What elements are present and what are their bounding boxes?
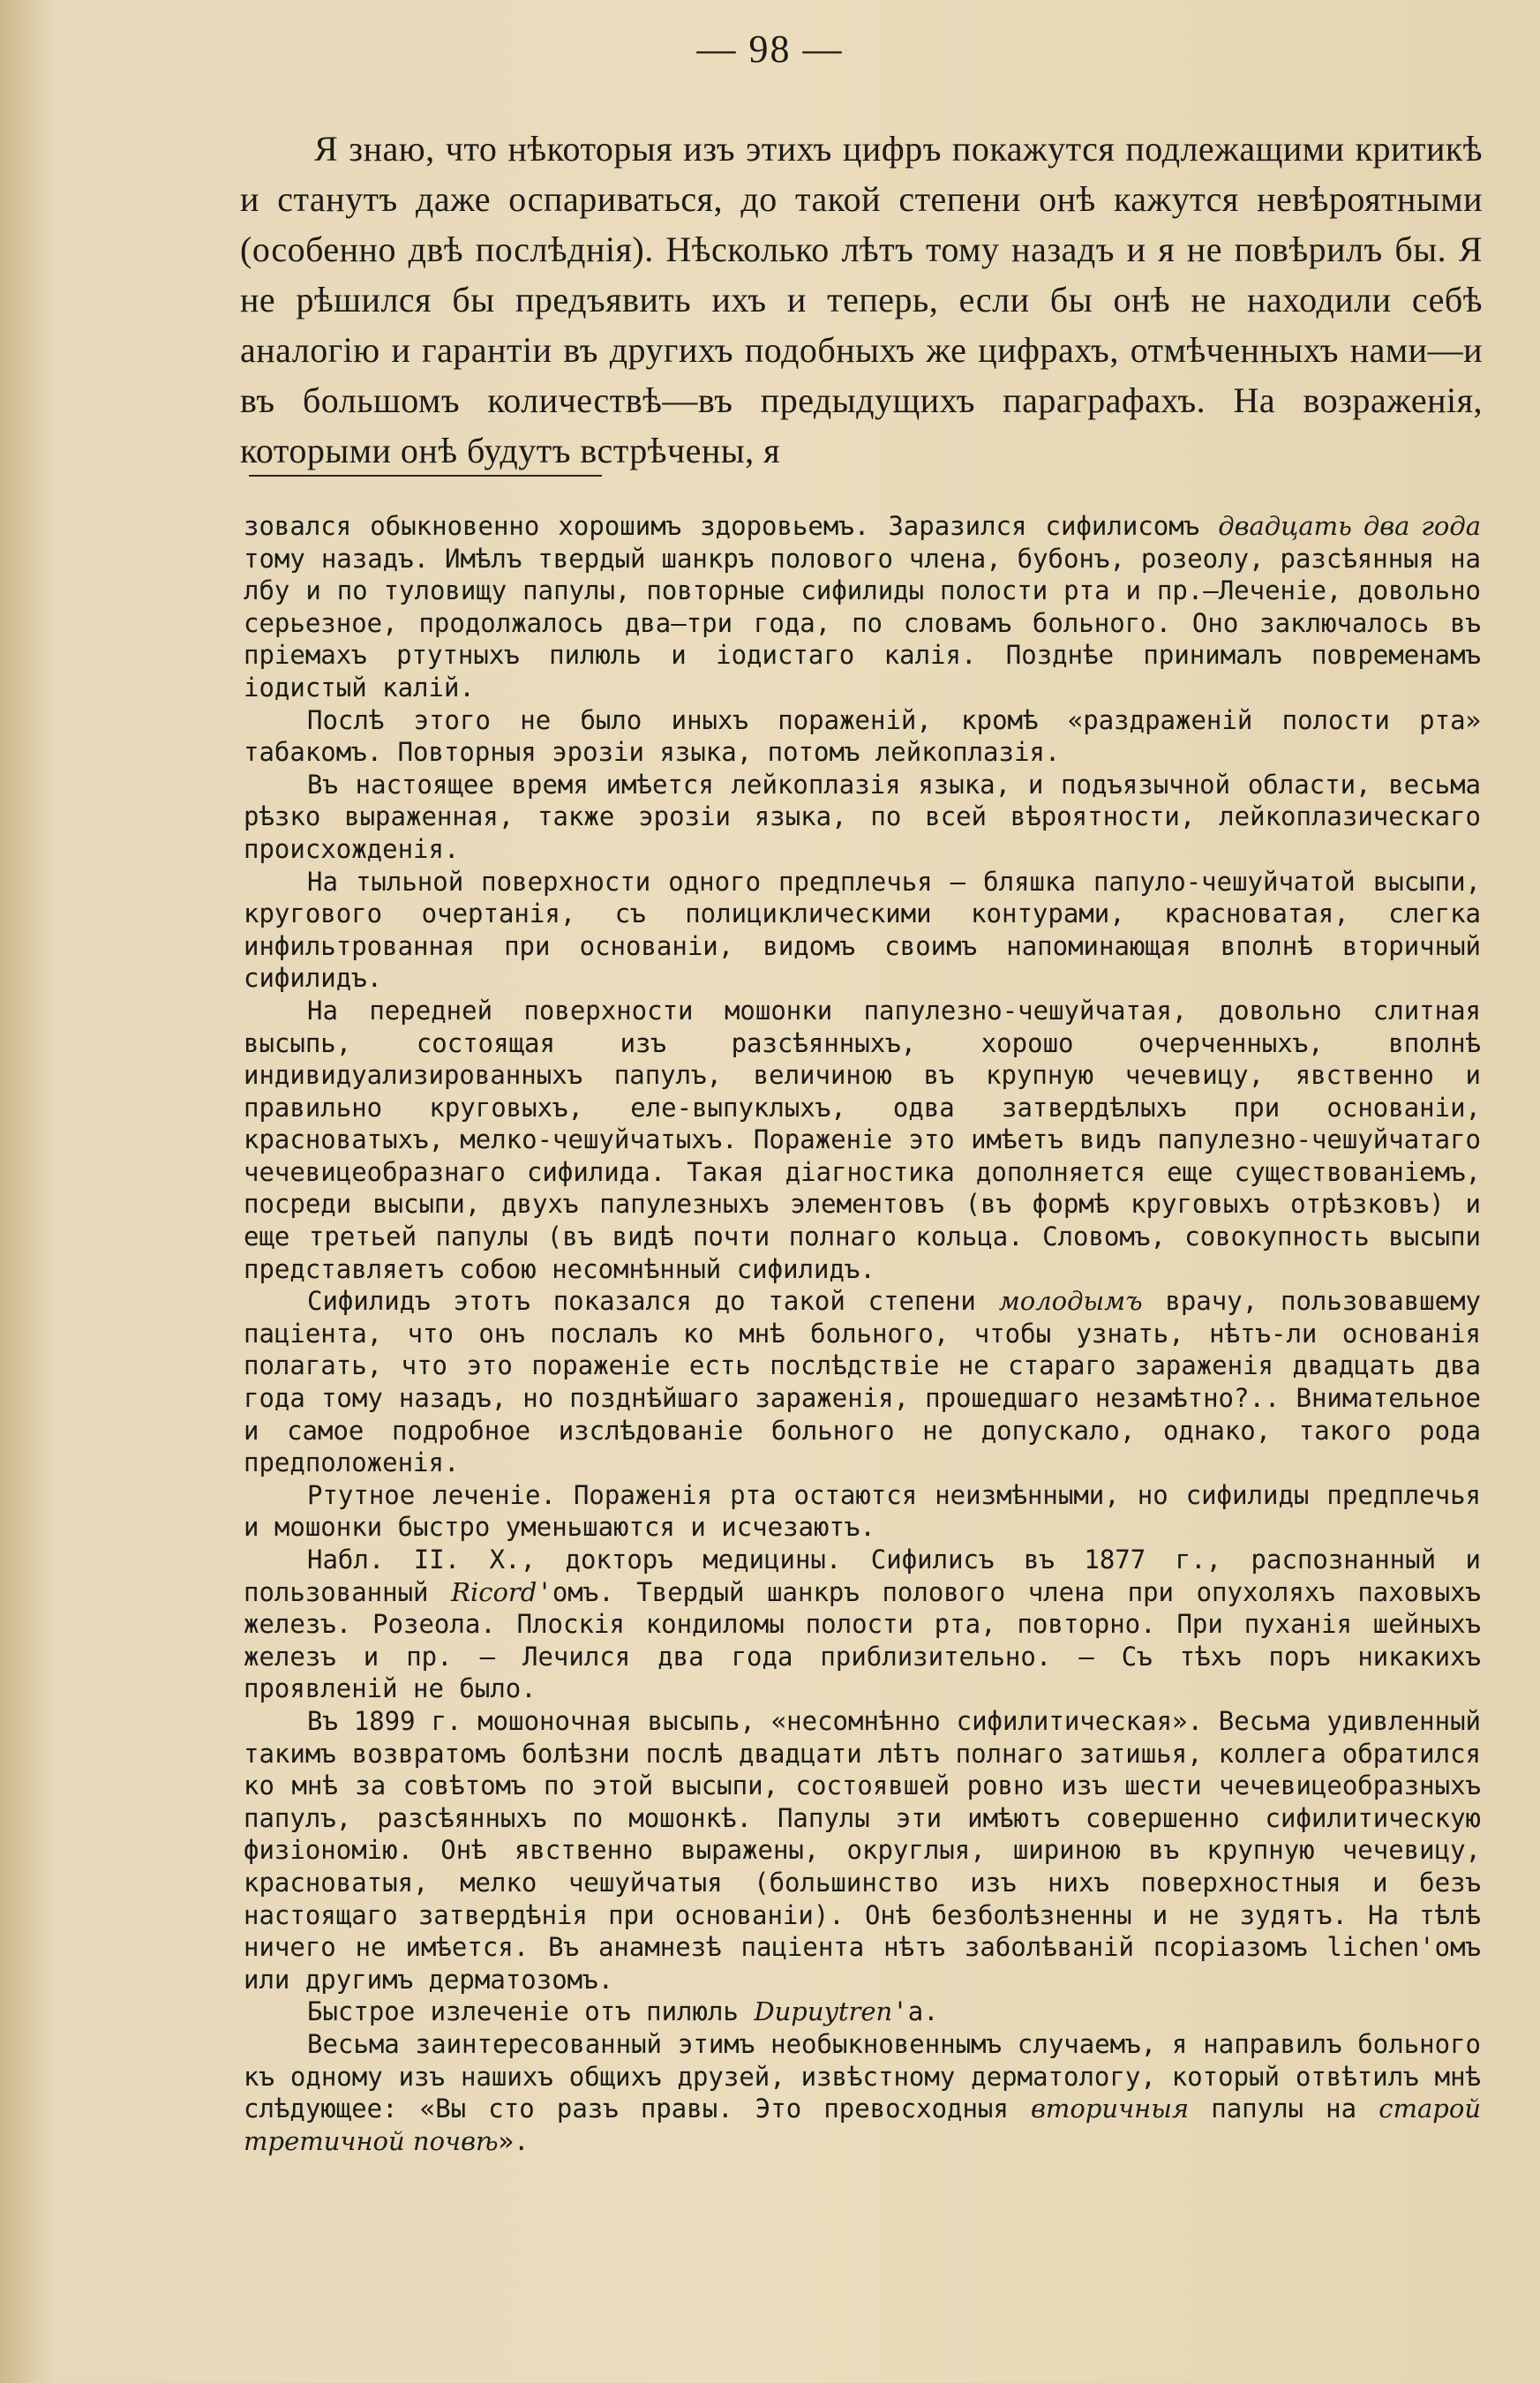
note-paragraph-6	[244, 1285, 1481, 1479]
note-text: ».	[498, 2125, 530, 2156]
note-italic: двадцать два года	[1218, 511, 1481, 541]
note-text: Сифилидъ этотъ показался до такой степени	[307, 1286, 999, 1317]
note-paragraph-8	[244, 1544, 1481, 1705]
note-paragraph-4: На тыльной поверхности одного предплечья — бляшка папуло-чешуйчатой высыпи, кругового очертанія, съ полициклическими контурами, красноватая, слегка инфильтрованная при основаніи, видомъ своимъ напоминающая вполнѣ вторичный сифилидъ.	[244, 866, 1481, 994]
note-paragraph-1	[244, 510, 1481, 704]
note-italic: Dupuytren	[754, 1996, 893, 2027]
note-text: папулы на	[1189, 2094, 1379, 2124]
note-paragraph-7: Ртутное леченіе. Пораженія рта остаются неизмѣнными, но сифилиды предплечья и мошонки быстро уменьшаются и исчезаютъ.	[244, 1479, 1481, 1543]
note-italic: старой третичной почвѣ	[244, 2094, 1481, 2156]
main-paragraph: Я знаю, что нѣкоторыя изъ этихъ цифръ покажутся подлежащими критикѣ и станутъ даже оспариваться, до такой степени онѣ кажутся невѣроятными (особенно двѣ послѣднія). Нѣсколько лѣтъ тому назадъ и я не повѣрилъ бы. Я не рѣшился бы предъявить ихъ и теперь, если бы онѣ не находили себѣ аналогію и гарантіи въ другихъ подобныхъ же цифрахъ, отмѣченныхъ нами—и въ большомъ количествѣ—въ предыдущихъ параграфахъ. На возраженія, которыми онѣ будутъ встрѣчены, я	[240, 129, 1483, 470]
note-text: Весьма заинтересованный этимъ необыкновеннымъ случаемъ, я направилъ больного къ одному изъ нашихъ общихъ друзей, извѣстному дерматологу, который отвѣтилъ мнѣ слѣдующее: «Вы сто разъ правы. Это превосходныя	[244, 2028, 1481, 2124]
note-paragraph-5: На передней поверхности мошонки папулезно-чешуйчатая, довольно слитная высыпь, состоящая изъ разсѣянныхъ, хорошо очерченныхъ, вполнѣ индивидуализированныхъ папулъ, величиною въ крупную чечевицу, явственно и правильно круговыхъ, еле-выпуклыхъ, одва затвердѣлыхъ при основаніи, красноватыхъ, мелко-чешуйчатыхъ. Пораженіе это имѣетъ видъ папулезно-чешуйчатаго чечевицеобразнаго сифилида. Такая діагностика дополняется еще существованіемъ, посреди высыпи, двухъ папулезныхъ элементовъ (въ формѣ круговыхъ отрѣзковъ) и еще третьей папулы (въ видѣ почти полнаго кольца. Словомъ, совокупность высыпи представляетъ собою несомнѣнный сифилидъ.	[244, 995, 1481, 1284]
note-italic: вторичныя	[1031, 2094, 1190, 2124]
note-paragraph-11	[244, 2028, 1481, 2157]
note-paragraph-10	[244, 1996, 1481, 2028]
note-text: Набл. II. X., докторъ медицины. Сифилисъ въ 1877 г., распознанный и пользованный	[244, 1545, 1481, 1607]
note-text: 'а.	[892, 1996, 939, 2027]
note-italic: молодымъ	[998, 1286, 1143, 1317]
note-paragraph-3: Въ настоящее время имѣется лейкоплазія языка, и подъязычной области, весьма рѣзко выраженная, также эрозіи языка, по всей вѣроятности, лейкоплазическаго происхожденія.	[244, 769, 1481, 864]
note-text: Быстрое излеченіе отъ пилюль	[307, 1996, 755, 2027]
note-text: врачу, пользовавшему паціента, что онъ послалъ ко мнѣ больного, чтобы узнать, нѣтъ-ли основанія полагать, что это пораженіе есть послѣдствіе не стараго зараженія двадцать два года тому назадъ, но позднѣйшаго зараженія, прошедшаго незамѣтно?.. Внимательное и самое подробное изслѣдованіе больного не допускало, однако, такого рода предположенія.	[244, 1286, 1481, 1478]
footnote-divider	[249, 475, 602, 477]
note-text: тому назадъ. Имѣлъ твердый шанкръ полового члена, бубонъ, розеолу, разсѣянныя на лбу и по туловищу папулы, повторные сифилиды полости рта и пр.—Леченіе, довольно серьезное, продолжалось два—три года, по словамъ больного. Оно заключалось въ пріемахъ ртутныхъ пилюль и іодистаго калія. Позднѣе принималъ повременамъ іодистый калій.	[244, 543, 1481, 703]
main-text	[240, 124, 1483, 476]
note-text: зовался обыкновенно хорошимъ здоровьемъ. Заразился сифилисомъ	[244, 511, 1219, 541]
note-paragraph-9: Въ 1899 г. мошоночная высыпь, «несомнѣнно сифилитическая». Весьма удивленный такимъ возвратомъ болѣзни послѣ двадцати лѣтъ полнаго затишья, коллега обратился ко мнѣ за совѣтомъ по этой высыпи, состоявшей ровно изъ шести чечевицеобразныхъ папулъ, разсѣянныхъ по мошонкѣ. Папулы эти имѣютъ совершенно сифилитическую физіономію. Онѣ явственно выражены, округлыя, шириною въ крупную чечевицу, красноватыя, мелко чешуйчатыя (большинство изъ нихъ поверхностныя и безъ настоящаго затвердѣнія при основаніи). Онѣ безболѣзненны и не зудятъ. На тѣлѣ ничего не имѣется. Въ анамнезѣ паціента нѣтъ заболѣваній псоріазомъ lichen'омъ или другимъ дерматозомъ.	[244, 1705, 1481, 1995]
page-number: — 98 —	[696, 27, 844, 71]
note-paragraph-2: Послѣ этого не было иныхъ пораженій, кромѣ «раздраженій полости рта» табакомъ. Повторныя эрозіи языка, потомъ лейкоплазія.	[244, 704, 1481, 768]
footnote-block	[244, 510, 1481, 2157]
note-italic: Ricord	[451, 1576, 537, 1607]
note-text: 'омъ. Твердый шанкръ полового члена при опухоляхъ паховыхъ железъ. Розеола. Плоскія кондиломы полости рта, повторно. При пуханія шейныхъ железъ и пр. — Лечился два года приблизительно. — Съ тѣхъ поръ никакихъ проявленій не было.	[244, 1576, 1481, 1704]
